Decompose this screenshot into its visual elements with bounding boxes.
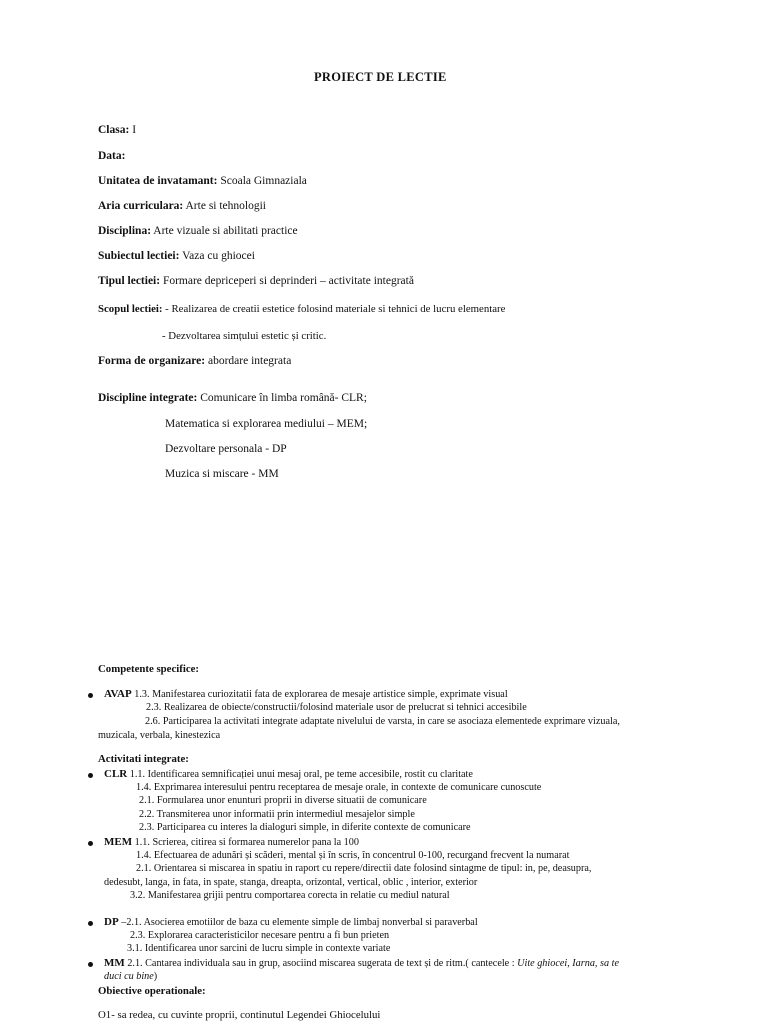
mm-close: ) xyxy=(153,971,158,982)
clr-line: 1.4. Exprimarea interesului pentru receptarea de mesaje orale, in contexte de comunicare cunoscute xyxy=(136,782,542,793)
clr-line: 2.2. Transmiterea unor informatii prin intermediul mesajelor simple xyxy=(139,809,415,820)
mem-line: 1.4. Efectuarea de adunări și scăderi, mental și în scris, în concentrul 0-100, recurgand frecvent la numarat xyxy=(136,850,570,861)
unitatea-value: Scoala Gimnaziala xyxy=(217,175,307,187)
scopul-label: Scopul lectiei: xyxy=(98,303,163,315)
mem-line: 2.1. Orientarea si miscarea in spatiu in raport cu repere/directii date folosind sintagme de tipul: in, pe, deasupra, xyxy=(136,863,592,874)
forma-line xyxy=(98,355,291,367)
obiectiv-o1: O1- sa redea, cu cuvinte proprii, continutul Legendei Ghiocelului xyxy=(98,1009,381,1021)
mm-label: MM xyxy=(104,957,125,969)
competente-heading: Competente specifice: xyxy=(98,663,200,675)
scopul-line-2: - Dezvoltarea simțului estetic și critic. xyxy=(162,330,327,342)
mem-line: 3.2. Manifestarea grijii pentru comportarea corecta in relatie cu mediul natural xyxy=(130,890,450,901)
avap-line-4: muzicala, verbala, kinestezica xyxy=(98,730,221,741)
forma-label: Forma de organizare: xyxy=(98,355,206,367)
disciplina-value: Arte vizuale si abilitati practice xyxy=(151,225,298,237)
discipline-integrate-label: Discipline integrate: xyxy=(98,392,198,404)
avap-line-2: 2.3. Realizarea de obiecte/constructii/folosind materiale usor de prelucrat si tehnici accesibile xyxy=(146,702,527,713)
subiectul-line xyxy=(98,250,255,262)
clasa-line xyxy=(98,124,136,136)
clasa-label: Clasa: xyxy=(98,124,130,136)
dp-line: 2.3. Explorarea caracteristicilor necesare pentru a fi bun prieten xyxy=(130,930,390,941)
disciplina-line xyxy=(98,225,298,237)
avap-label: AVAP xyxy=(104,688,132,700)
bullet-icon xyxy=(88,921,93,926)
aria-value: Arte si tehnologii xyxy=(183,200,266,212)
mm-songs-cont: duci cu bine xyxy=(104,971,154,982)
bullet-icon xyxy=(88,841,93,846)
unitatea-label: Unitatea de invatamant: xyxy=(98,175,218,187)
mem-line: dedesubt, langa, in fata, in spate, stanga, dreapta, orizontal, vertical, oblic , interior, exterior xyxy=(104,877,478,888)
forma-value: abordare integrata xyxy=(205,355,292,367)
bullet-icon xyxy=(88,962,93,967)
obiective-heading: Obiective operationale: xyxy=(98,985,206,997)
data-label: Data: xyxy=(98,150,126,162)
unitatea-line xyxy=(98,175,307,187)
subiectul-label: Subiectul lectiei: xyxy=(98,250,180,262)
dp-text: –2.1. Asocierea emotiilor de baza cu elemente simple de limbaj nonverbal si paraverbal xyxy=(118,917,478,928)
bullet-icon xyxy=(88,693,93,698)
clr-line: 2.3. Participarea cu interes la dialoguri simple, in diferite contexte de comunicare xyxy=(139,822,471,833)
avap-line-3: 2.6. Participarea la activitati integrate adaptate nivelului de varsta, in care se asociaza elementede exprimare vizuala, xyxy=(145,716,620,727)
dp-line: 3.1. Identificarea unor sarcini de lucru simple in contexte variate xyxy=(127,943,391,954)
mm-songs: Uite ghiocei, Iarna, sa te xyxy=(517,958,619,969)
mem-label: MEM xyxy=(104,836,133,848)
aria-line xyxy=(98,200,266,212)
data-line xyxy=(98,150,125,162)
tipul-label: Tipul lectiei: xyxy=(98,275,161,287)
avap-text: 1.3. Manifestarea curiozitatii fata de explorarea de mesaje artistice simple, exprimate visual xyxy=(131,689,508,700)
activitati-heading: Activitati integrate: xyxy=(98,753,189,765)
mm-text: 2.1. Cantarea individuala sau in grup, asociind miscarea sugerata de text și de ritm.( cantecele : xyxy=(124,958,518,969)
mm-line-2 xyxy=(104,971,157,982)
clr-line-1 xyxy=(104,768,473,780)
discipline-integrate-line xyxy=(98,392,367,404)
clr-line: 2.1. Formularea unor enunturi proprii in diverse situatii de comunicare xyxy=(139,795,427,806)
discipline-item: Muzica si miscare - MM xyxy=(165,468,279,480)
clr-text: 1.1. Identificarea semnificației unui mesaj oral, pe teme accesibile, rostit cu claritate xyxy=(127,769,473,780)
scopul-value: - Realizarea de creatii estetice folosind materiale si tehnici de lucru elementare xyxy=(162,303,506,315)
clasa-value: I xyxy=(129,124,137,136)
subiectul-value: Vaza cu ghiocei xyxy=(179,250,255,262)
scopul-line xyxy=(98,303,505,315)
discipline-item: Matematica si explorarea mediului – MEM; xyxy=(165,418,368,430)
mem-line-1 xyxy=(104,836,359,848)
avap-line-1 xyxy=(104,688,508,700)
tipul-value: Formare depriceperi si deprinderi – activitate integrată xyxy=(160,275,414,287)
dp-label: DP xyxy=(104,916,119,928)
bullet-icon xyxy=(88,773,93,778)
dp-line-1 xyxy=(104,916,478,928)
mem-text: 1.1. Scrierea, citirea si formarea numerelor pana la 100 xyxy=(132,837,359,848)
mm-line-1 xyxy=(104,957,619,969)
disciplina-label: Disciplina: xyxy=(98,225,152,237)
aria-label: Aria curriculara: xyxy=(98,200,184,212)
clr-label: CLR xyxy=(104,768,128,780)
page-title: PROIECT DE LECTIE xyxy=(314,70,447,84)
tipul-line xyxy=(98,275,414,287)
discipline-item: Dezvoltare personala - DP xyxy=(165,443,287,455)
discipline-integrate-value: Comunicare în limba română- CLR; xyxy=(197,392,367,404)
